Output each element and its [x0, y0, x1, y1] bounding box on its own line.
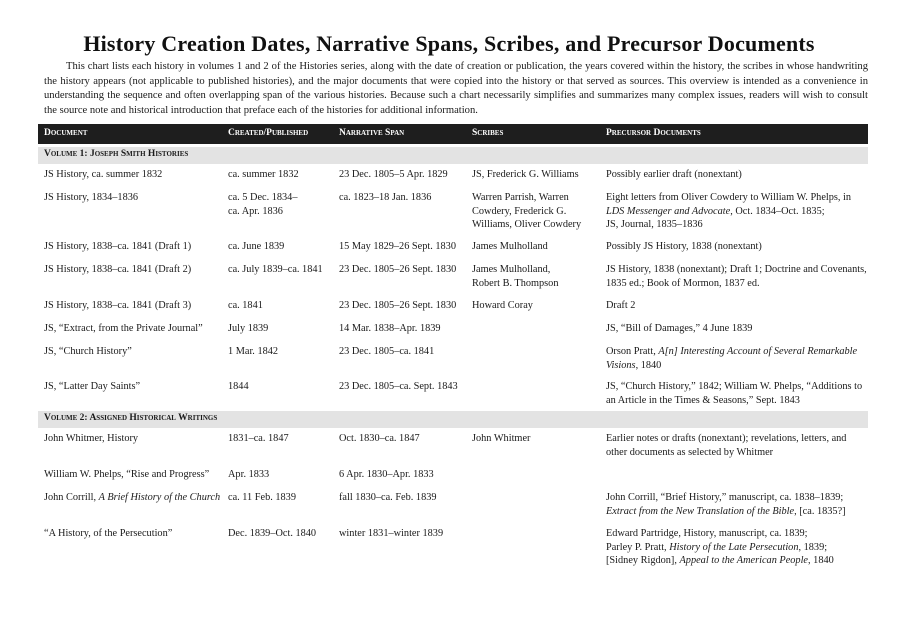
volume-1-label: Volume 1: Joseph Smith Histories: [44, 149, 189, 159]
cell-document: JS, “Extract, from the Private Journal”: [44, 323, 203, 334]
header-precursors: Precursor Documents: [606, 128, 701, 138]
cell-span: ca. 1823–18 Jan. 1836: [339, 192, 432, 203]
header-document: Document: [44, 128, 88, 138]
header-created: Created/Published: [228, 128, 309, 138]
cell-precursors: Draft 2: [606, 300, 636, 311]
document-text: John Corrill,: [44, 492, 99, 503]
precursor-text: , 1840: [808, 555, 834, 566]
cell-precursors: [606, 491, 868, 518]
cell-created: Dec. 1839–Oct. 1840: [228, 528, 317, 539]
cell-created: ca. 1841: [228, 300, 263, 311]
document-title: A Brief History of the Church: [98, 492, 221, 503]
cell-span: 23 Dec. 1805–26 Sept. 1830: [339, 264, 457, 275]
cell-document: William W. Phelps, “Rise and Progress”: [44, 469, 210, 480]
cell-span: fall 1830–ca. Feb. 1839: [339, 492, 437, 503]
cell-span: 23 Dec. 1805–5 Apr. 1829: [339, 169, 448, 180]
cell-document: JS, “Church History”: [44, 346, 132, 357]
cell-span: winter 1831–winter 1839: [339, 528, 444, 539]
precursor-text: , 1840: [635, 359, 662, 371]
precursor-text: , 1839; [Sidney Rigdon],: [606, 541, 828, 566]
precursor-title: Extract from the New Translation of the Bible: [606, 505, 795, 517]
cell-span: 23 Dec. 1805–ca. 1841: [339, 346, 435, 357]
table-header: [38, 124, 868, 144]
page-title: History Creation Dates, Narrative Spans, Scribes, and Precursor Documents: [83, 31, 815, 56]
cell-document: [44, 491, 224, 505]
cell-scribes: James Mulholland: [472, 241, 548, 252]
cell-scribes: Warren Parrish, Warren Cowdery, Frederick G. Williams, Oliver Cowdery: [472, 192, 582, 230]
cell-span: 15 May 1829–26 Sept. 1830: [339, 241, 456, 252]
precursor-title: A[n] Interesting Account of Several Remarkable Visions: [606, 346, 858, 371]
cell-span: 14 Mar. 1838–Apr. 1839: [339, 323, 441, 334]
cell-scribes: JS, Frederick G. Williams: [472, 169, 579, 180]
cell-span: 6 Apr. 1830–Apr. 1833: [339, 469, 434, 480]
precursor-text: John Corrill, “Brief History,” manuscript, ca. 1838–1839;: [606, 492, 844, 503]
cell-document: JS History, 1838–ca. 1841 (Draft 1): [44, 241, 192, 252]
cell-created: 1 Mar. 1842: [228, 346, 279, 357]
cell-scribes: John Whitmer: [472, 433, 531, 444]
cell-span: 23 Dec. 1805–ca. Sept. 1843: [339, 381, 458, 392]
precursor-title: Appeal to the American People: [679, 555, 809, 566]
cell-document: “A History, of the Persecution”: [44, 528, 173, 539]
cell-document: JS History, 1834–1836: [44, 192, 139, 203]
cell-precursors: JS, “Church History,” 1842; William W. Phelps, “Additions to an Article in the Times & Seasons,” Sept. 1843: [606, 381, 863, 406]
cell-span: 23 Dec. 1805–26 Sept. 1830: [339, 300, 457, 311]
cell-span: Oct. 1830–ca. 1847: [339, 433, 420, 444]
cell-created: 1831–ca. 1847: [228, 433, 289, 444]
precursor-text: , [ca. 1835?]: [794, 505, 846, 517]
intro-paragraph: This chart lists each history in volumes 1 and 2 of the Histories series, along with the date of creation or publication, the years covered within the history, the scribes in whose handwriting the history appears (not applicable to published histories), and the major documents that were copied into the history or that served as sources. This overview is intended as a convenience in understanding the sequence and often overlapping span of the various histories. Because such a chart necessarily simplifies and summarizes many complex issues, readers will wish to consult the source note and historical introduction that preface each of the histories for additional information.: [44, 61, 868, 116]
cell-created: ca. 5 Dec. 1834– ca. Apr. 1836: [228, 192, 298, 217]
cell-precursors: Possibly earlier draft (nonextant): [606, 169, 742, 180]
cell-precursors: [606, 527, 868, 568]
volume-1-band: [38, 147, 868, 164]
header-span: Narrative Span: [339, 128, 405, 138]
cell-precursors: JS, “Bill of Damages,” 4 June 1839: [606, 323, 753, 334]
cell-created: July 1839: [228, 323, 269, 334]
cell-created: ca. June 1839: [228, 241, 285, 252]
cell-document: JS History, 1838–ca. 1841 (Draft 3): [44, 300, 192, 311]
cell-created: 1844: [228, 381, 249, 392]
volume-2-label: Volume 2: Assigned Historical Writings: [44, 413, 218, 423]
cell-document: JS History, ca. summer 1832: [44, 169, 163, 180]
precursor-title: History of the Late Persecution: [669, 541, 799, 553]
cell-document: John Whitmer, History: [44, 433, 139, 444]
cell-created: ca. 11 Feb. 1839: [228, 492, 296, 503]
cell-precursors: JS History, 1838 (nonextant); Draft 1; Doctrine and Covenants, 1835 ed.; Book of Mormon, 1837 ed.: [606, 264, 867, 289]
precursor-title: LDS Messenger and Advocate: [606, 205, 731, 217]
cell-created: ca. summer 1832: [228, 169, 299, 180]
cell-precursors: Possibly JS History, 1838 (nonextant): [606, 241, 762, 252]
precursor-text: , Oct. 1834–Oct. 1835; JS, Journal, 1835–1836: [606, 205, 825, 230]
precursor-text: Orson Pratt,: [606, 346, 659, 357]
cell-scribes: Howard Coray: [472, 300, 533, 311]
cell-scribes: James Mulholland, Robert B. Thompson: [472, 264, 559, 289]
volume-2-band: [38, 411, 868, 428]
cell-precursors: [606, 191, 868, 232]
cell-precursors: [606, 345, 868, 372]
cell-document: JS, “Latter Day Saints”: [44, 381, 141, 392]
precursor-text: Edward Partridge, History, manuscript, ca. 1839; Parley P. Pratt,: [606, 528, 808, 553]
cell-precursors: Earlier notes or drafts (nonextant); revelations, letters, and other documents as selected by Whitmer: [606, 433, 847, 458]
cell-document: JS History, 1838–ca. 1841 (Draft 2): [44, 264, 192, 275]
precursor-text: Eight letters from Oliver Cowdery to William W. Phelps, in: [606, 192, 852, 203]
cell-created: ca. July 1839–ca. 1841: [228, 264, 323, 275]
cell-created: Apr. 1833: [228, 469, 270, 480]
header-scribes: Scribes: [472, 128, 504, 138]
